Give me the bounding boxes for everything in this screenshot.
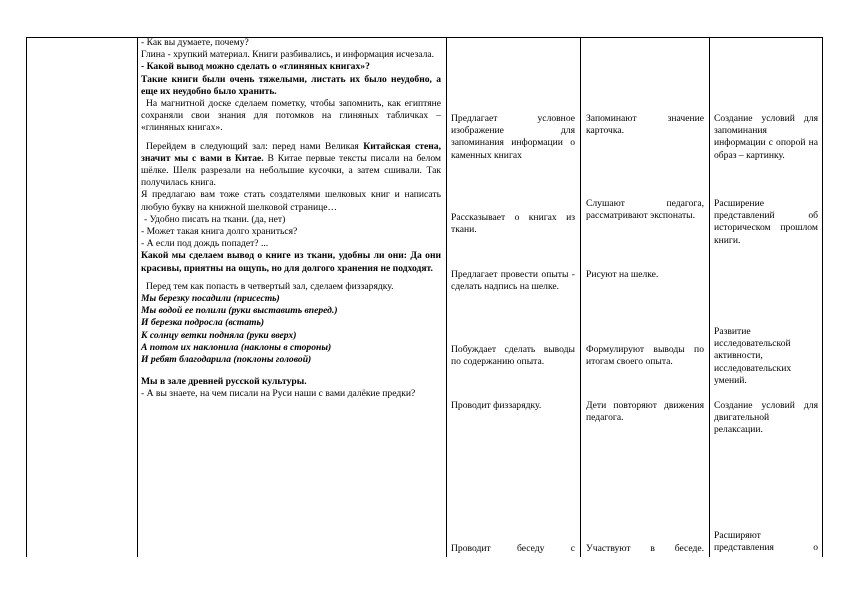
silk-books-text: В Китае первые тексты писали на белом шёлке. Шелк разрезали на небольшие кусочки, а затем сшивали. Так получилась книга. xyxy=(141,152,441,189)
student-action-4: Формулируют выводы по итогам своего опыта. xyxy=(586,344,704,368)
teacher-action-4: Побуждает сделать выводы по содержанию опыта. xyxy=(451,344,575,368)
student-action-1: Запоминают значение карточка. xyxy=(586,113,704,137)
column-divider-2 xyxy=(446,37,447,557)
poem-line-5: А потом их наклонила (наклоны в стороны) xyxy=(141,341,332,353)
exercise-intro: Перед тем как попасть в четвертый зал, сделаем физзарядку. xyxy=(146,280,394,292)
result-4: Создание условий для двигательной релаксации. xyxy=(714,400,818,436)
teacher-action-6: Проводит беседу с xyxy=(451,543,575,554)
silk-book-proposal: Я предлагаю вам тоже стать создателями шелковых книг и написать любую букву на книжной шелковой странице… xyxy=(141,189,441,213)
question-writing-on-fabric: - Удобно писать на ткани. (да, нет) xyxy=(144,213,286,225)
poem-line-6: И ребят благодарила (поклоны головой) xyxy=(141,354,312,366)
poem-line-1: Мы березку посадили (присесть) xyxy=(141,293,280,305)
china-hall-intro: Перейдем в следующий зал: перед нами Великая xyxy=(146,140,364,152)
question-why: - Как вы думаете, почему? xyxy=(141,37,249,48)
fabric-books-conclusion: Какой мы сделаем вывод о книге из ткани, удобны ли они: Да они красивы, приятны на ощупь, но для долгого хранения не подходят. xyxy=(141,250,441,274)
teacher-action-1: Предлагает условное изображение для запоминания информации о каменных книгах xyxy=(451,113,575,161)
teacher-action-5: Проводит физзарядку. xyxy=(451,400,542,411)
result-1: Создание условий для запоминания информации с опорой на образ – картинку. xyxy=(714,113,818,161)
column-divider-3 xyxy=(580,37,581,557)
table-left-border xyxy=(26,37,27,557)
student-action-6: Участвуют в беседе. xyxy=(586,543,704,554)
poem-line-3: И березка подросла (встать) xyxy=(141,317,265,329)
answer-clay-books: Такие книги были очень тяжелыми, листать их было неудобно, а еще их неудобно было хранить. xyxy=(141,73,441,97)
poem-line-4: К солнцу ветки подняла (руки вверх) xyxy=(141,329,297,341)
question-rain: - А если под дождь попадет? ... xyxy=(141,238,269,250)
china-hall-paragraph xyxy=(141,141,441,190)
result-2: Расширение представлений об историческом прошлом книги. xyxy=(714,198,818,246)
student-action-5: Дети повторяют движения педагога. xyxy=(586,400,704,424)
student-action-2: Слушают педагога, рассматривают экспонаты. xyxy=(586,198,704,222)
column-divider-4 xyxy=(709,37,710,557)
lesson-content-cell xyxy=(141,37,441,401)
question-ancestors-writing: - А вы знаете, на чем писали на Руси наши с вами далёкие предки? xyxy=(141,388,416,400)
question-storage: - Может такая книга долго храниться? xyxy=(141,226,298,238)
question-clay-books: - Какой вывод можно сделать о «глиняных книгах»? xyxy=(141,61,370,73)
teacher-action-2: Рассказывает о книгах из ткани. xyxy=(451,212,575,236)
result-3: Развитие исследовательской активности, исследовательских умений. xyxy=(714,326,792,386)
table-right-border xyxy=(822,37,823,557)
student-action-3: Рисуют на шелке. xyxy=(586,269,659,280)
result-5: Расширяют представления о xyxy=(714,530,818,554)
teacher-action-3: Предлагает провести опыты - сделать надпись на шелке. xyxy=(451,269,575,293)
china-wall-text: Китайская стена, значит мы с вами в Китае. xyxy=(141,140,441,164)
poem-line-2: Мы водой ее полили (руки выставить вперед.) xyxy=(141,305,338,317)
answer-clay: Глина - хрупкий материал. Книги разбивались, и информация исчезала. xyxy=(141,49,435,61)
column-divider-1 xyxy=(137,37,138,557)
magnetic-board-note: На магнитной доске сделаем пометку, чтобы запомнить, как египтяне сохраняли свои знания для потомков на глиняных табличках – «глиняных книгах». xyxy=(141,98,441,134)
russian-culture-hall: Мы в зале древней русской культуры. xyxy=(141,376,307,388)
